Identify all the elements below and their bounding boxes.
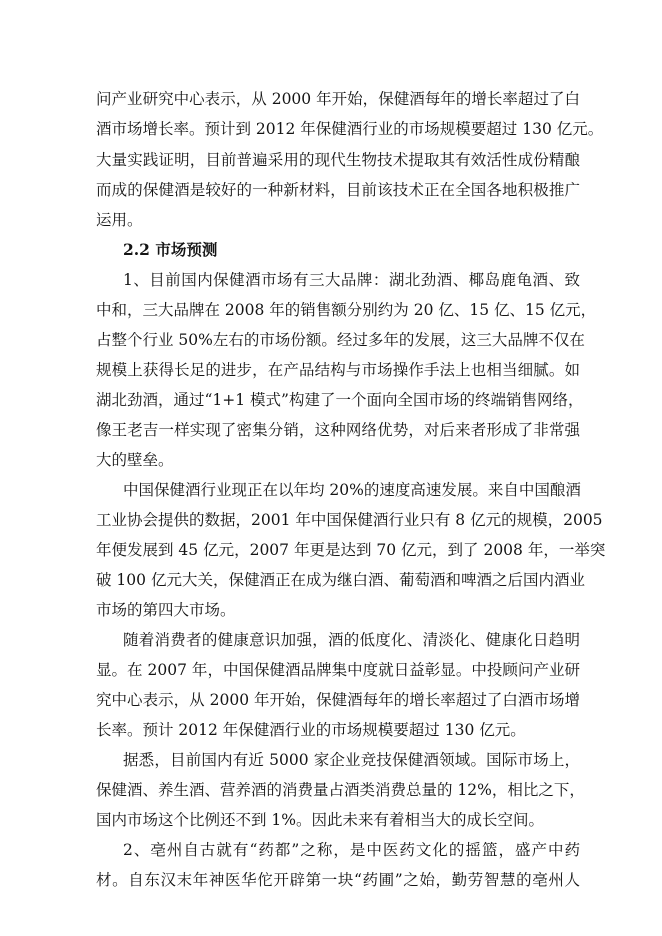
paragraph-line: 年便发展到 45 亿元，2007 年更是达到 70 亿元，到了 2008 年，一举突: [96, 541, 606, 559]
paragraph-line: 中和，三大品牌在 2008 年的销售额分别约为 20 亿、15 亿、15 亿元，: [96, 301, 597, 319]
paragraph-line: 规模上获得长足的进步，在产品结构与市场操作手法上也相当细腻。如: [96, 361, 580, 379]
paragraph-line: 1、目前国内保健酒市场有三大品牌：湖北劲酒、椰岛鹿龟酒、致: [123, 271, 580, 289]
paragraph-line: 随着消费者的健康意识加强，酒的低度化、清淡化、健康化日趋明: [123, 631, 580, 649]
paragraph-line: 材。自东汉末年神医华佗开辟第一块“药圃”之始，勤劳智慧的亳州人: [96, 871, 580, 889]
paragraph-line: 究中心表示，从 2000 年开始，保健酒每年的增长率超过了白酒市场增: [96, 691, 580, 709]
paragraph-line: 2、亳州自古就有“药都”之称，是中医药文化的摇篮，盛产中药: [123, 841, 580, 859]
paragraph-line: 国内市场这个比例还不到 1%。因此未来有着相当大的成长空间。: [96, 811, 545, 829]
paragraph-line: 破 100 亿元大关，保健酒正在成为继白酒、葡萄酒和啤酒之后国内酒业: [96, 571, 585, 589]
paragraph-line: 像王老吉一样实现了密集分销，这种网络优势，对后来者形成了非常强: [96, 421, 580, 439]
section-heading: 2.2 市场预测: [123, 240, 218, 259]
paragraph-line: 中国保健酒行业现正在以年均 20%的速度高速发展。来自中国酿酒: [123, 481, 581, 499]
paragraph-line: 保健酒、养生酒、营养酒的消费量占酒类消费总量的 12%，相比之下，: [96, 781, 585, 799]
paragraph-line: 大的壁垒。: [96, 451, 174, 469]
paragraph-line: 问产业研究中心表示，从 2000 年开始，保健酒每年的增长率超过了白: [96, 90, 580, 108]
paragraph-line: 市场的第四大市场。: [96, 601, 236, 619]
paragraph-line: 运用。: [96, 211, 143, 229]
paragraph-line: 工业协会提供的数据，2001 年中国保健酒行业只有 8 亿元的规模，2005: [96, 511, 603, 529]
paragraph-line: 湖北劲酒，通过“1+1 模式”构建了一个面向全国市场的终端销售网络，: [96, 391, 584, 409]
paragraph-line: 据悉，目前国内有近 5000 家企业竞技保健酒领域。国际市场上，: [123, 751, 580, 769]
paragraph-line: 占整个行业 50%左右的市场份额。经过多年的发展，这三大品牌不仅在: [96, 331, 585, 349]
paragraph-line: 而成的保健酒是较好的一种新材料，目前该技术正在全国各地积极推广: [96, 181, 580, 199]
paragraph-line: 显。在 2007 年，中国保健酒品牌集中度就日益彰显。中投顾问产业研: [96, 661, 580, 679]
paragraph-line: 长率。预计 2012 年保健酒行业的市场规模要超过 130 亿元。: [96, 721, 526, 739]
paragraph-line: 大量实践证明，目前普遍采用的现代生物技术提取其有效活性成份精酿: [96, 151, 580, 169]
paragraph-line: 酒市场增长率。预计到 2012 年保健酒行业的市场规模要超过 130 亿元。: [96, 120, 604, 138]
